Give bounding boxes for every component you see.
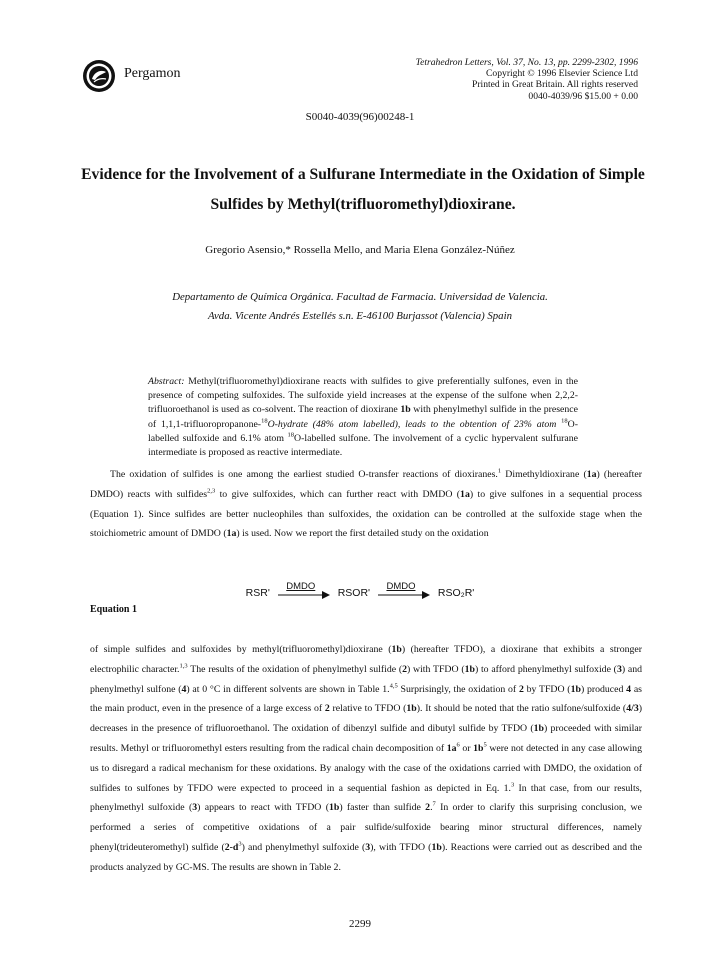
citation-ref: 2,3 xyxy=(207,487,216,495)
body-text: Dimethyldioxirane ( xyxy=(501,469,587,480)
compound-ref: 1b xyxy=(473,742,484,754)
compound-ref: 2 xyxy=(518,683,524,695)
body-text: ) (hereafter DMDO) reacts with sulfides xyxy=(90,469,642,500)
compound-ref: 1b xyxy=(570,683,581,695)
body-text: of simple sulfides and sulfoxides by methyl(trifluoromethyl)dioxirane ( xyxy=(90,644,392,655)
citation-ref: 1,3 xyxy=(179,662,188,670)
body-text: ) proceeded with similar results. Methyl or trifluoromethyl esters resulting from the radical chain decomposition of xyxy=(90,723,642,754)
compound-ref: 1b xyxy=(406,703,417,715)
compound-ref: 1b xyxy=(464,663,475,675)
compound-ref: 3 xyxy=(616,663,622,675)
equation-product: RSO₂R' xyxy=(437,587,475,599)
compound-ref: 2-d xyxy=(224,841,239,853)
abstract xyxy=(148,375,578,460)
compound-ref: 1b xyxy=(431,841,442,853)
reagent-label: DMDO xyxy=(386,581,416,592)
compound-ref: 2 xyxy=(324,703,330,715)
citation-ref: 5 xyxy=(483,741,487,749)
citation-ref: 6 xyxy=(456,741,460,749)
body-text: ) produced xyxy=(580,683,627,695)
body-paragraph-2: of simple sulfides and sulfoxides by methyl(trifluoromethyl)dioxirane (1b) (hereafter TFDO), a dioxirane that exhibits a stronger electrophilic character.$^{1,3}$ The results of the oxidation of phenylmethyl sulfide (2) with TFDO (1b) to afford phenylmethyl sulfoxide (3) and phenylmethyl sulfone (4) at 0 °C in different solvents are shown in Table 1.$^{4,5}$ Surprisingly, the oxidation of 2 by TFDO (1b) produced 4 as the main product, even in the presence of a large excess of 2 relative to TFDO (1b). It should be noted that the ratio sulfone/sulfoxide (4/3) decreases in the presence of trifluoroethanol. The oxidation of dibenzyl sulfide and dibutyl sulfide by TFDO (1b) proceeded with similar results. Methyl or trifluoromethyl esters resulting from the radical chain decomposition of $1a^6$ or $1b^5$ were not detected in any case allowing us to disregard a radical mechanism for these oxidations. By analogy with the case of the oxidations carried with DMDO, the oxidation of sulfides to sulfones by TFDO were expected to proceed in a sequential fashion as depicted in Eq. 1.$^3$ In that case, from our results, phenylmethyl sulfoxide (3) appears to react with TFDO (1b) faster than sulfide 2.$^7$ In order to clarify this surprising conclusion, we performed a series of competitive oxidations of a pair sulfide/sulfoxide bearing minor structural differences, namely phenyl(trideuteromethyl) sulfide $(2-d^3)$ and phenylmethyl sulfoxide (3), with TFDO (1b). Reactions were carried out as described and the products analyzed by GC-MS. The results are shown in Table 2. xyxy=(90,644,643,873)
body-text: The oxidation of sulfides is one among the earliest studied O-transfer reactions of dioxiranes. xyxy=(110,469,498,480)
abstract-text: Methyl(trifluoromethyl)dioxirane reacts with sulfides to give preferentially sulfones, even in the presence of competing sulfoxides. The sulfoxide yield increases at the expense of the sulfone when 2,2,2-trifluoroethanol is used as co-solvent. The reaction of dioxirane xyxy=(148,376,579,416)
body-text: were not detected in any case allowing us to disregard a radical mechanism for these oxidations. By analogy with the case of the oxidations carried with DMDO, the oxidation of sulfides to sulfones by TFDO were expected to proceed in a sequential fashion as depicted in Eq. 1. xyxy=(90,742,642,794)
body-text: In order to clarify this surprising conclusion, we performed a series of competitive oxidations of a pair sulfide/sulfoxide bearing minor structural differences, namely phenyl(trideuteromethyl) sulfide ( xyxy=(90,802,642,853)
citation-ref: 3 xyxy=(510,781,515,789)
author-list: Gregorio Asensio,* Rossella Mello, and Maria Elena González-Núñez xyxy=(205,244,515,256)
copyright-line: Copyright © 1996 Elsevier Science Ltd xyxy=(486,68,638,80)
isotope-superscript: 18 xyxy=(561,417,568,425)
body-text: ) and phenylmethyl sulfone ( xyxy=(90,663,642,695)
body-text: ) appears to react with TFDO ( xyxy=(197,802,329,814)
journal-citation: Tetrahedron Letters, Vol. 37, No. 13, pp. 2299-2302, 1996 xyxy=(415,57,638,68)
affiliation-line-2: Avda. Vicente Andrés Estellés s.n. E-46100 Burjassot (Valencia) Spain xyxy=(208,310,512,322)
body-text: ) (hereafter TFDO), a dioxirane that exhibits a stronger electrophilic character. xyxy=(90,644,642,675)
body-text: The results of the oxidation of phenylmethyl sulfide ( xyxy=(187,663,403,675)
citation-ref: 4,5 xyxy=(389,682,398,690)
publisher-name: Pergamon xyxy=(124,66,181,81)
body-text: ) with TFDO ( xyxy=(407,663,465,675)
equation-intermediate: RSOR' xyxy=(337,587,371,599)
compound-ref: 4/3 xyxy=(626,703,639,715)
body-text: ) faster than sulfide xyxy=(339,802,426,814)
issn-price-line: 0040-4039/96 $15.00 + 0.00 xyxy=(528,90,638,102)
compound-ref: 4 xyxy=(181,683,187,695)
equation-1 xyxy=(0,583,720,603)
reaction-arrow-2 xyxy=(378,583,430,603)
compound-ref: 1b xyxy=(328,802,340,814)
body-text: to give sulfoxides, which can further react with DMDO ( xyxy=(215,488,461,500)
compound-ref: 4 xyxy=(626,683,632,695)
body-text: ) to give sulfones in a sequential process (Equation 1). Since sulfides are better nucleophiles than sulfoxides, the oxidation can be controlled at the sulfoxide stage when the stoichiometric amount of DMDO ( xyxy=(90,488,642,540)
citation-ref: 7 xyxy=(432,801,436,809)
compound-ref: 1a xyxy=(226,528,237,540)
body-text: ). It should be noted that the ratio sulfone/sulfoxide ( xyxy=(416,703,627,715)
compound-ref: 3 xyxy=(192,802,198,814)
body-text: ) and phenylmethyl sulfoxide ( xyxy=(241,841,366,853)
deuterium-superscript: 3 xyxy=(238,840,242,848)
pergamon-logo-icon xyxy=(82,59,116,93)
compound-ref: 2 xyxy=(425,802,431,814)
equation-reactant: RSR' xyxy=(245,587,270,599)
arrow-icon xyxy=(278,591,330,599)
compound-ref: 2 xyxy=(402,663,407,675)
body-text: or xyxy=(459,742,474,754)
compound-ref: 1b xyxy=(533,723,544,735)
compound-ref: 3 xyxy=(365,841,371,853)
body-text: ). Reactions were carried out as described and the products analyzed by GC-MS. The results are shown in Table 2. xyxy=(90,841,642,873)
reaction-arrow-1 xyxy=(278,583,330,603)
isotope-superscript: 18 xyxy=(287,431,295,439)
journal-info xyxy=(416,57,638,102)
page-number: 2299 xyxy=(349,918,371,930)
affiliation-line-1: Departamento de Química Orgánica. Facultad de Farmacia. Universidad de Valencia. xyxy=(172,291,548,303)
body-paragraph-1 xyxy=(90,465,642,544)
abstract-text: with phenylmethyl sulfide in the presence of 1,1,1-trifluoropropanone- xyxy=(148,404,578,430)
body-text: In that case, from our results, phenylmethyl sulfoxide ( xyxy=(90,782,643,814)
body-text: by TFDO ( xyxy=(523,683,571,695)
arrow-icon xyxy=(378,591,430,599)
compound-ref: 1a xyxy=(460,488,470,500)
citation-ref: 1 xyxy=(497,467,502,475)
body-text: Surprisingly, the oxidation of xyxy=(397,683,519,695)
body-text: as the main product, even in the presence of a large excess of xyxy=(90,683,642,715)
body-text: ) decreases in the presence of trifluoroethanol. The oxidation of dibenzyl sulfide and dibutyl sulfide by TFDO ( xyxy=(90,703,642,735)
printed-line: Printed in Great Britain. All rights reserved xyxy=(472,79,638,91)
compound-ref: 1b xyxy=(400,404,411,416)
isotope-superscript: 18 xyxy=(261,417,268,425)
affiliation xyxy=(0,288,720,326)
abstract-text: O-labelled sulfoxide and 6.1% atom xyxy=(148,418,578,444)
compound-ref: 1a xyxy=(446,742,457,754)
body-text: ) is used. Now we report the first detailed study on the oxidation xyxy=(236,528,489,540)
abstract-label: Abstract: xyxy=(148,376,185,387)
compound-ref: 1a xyxy=(586,469,597,480)
abstract-text: O-labelled sulfone. The involvement of a cyclic hypervalent sulfurane intermediate is proposed as reactive intermediate. xyxy=(148,432,578,459)
reagent-label: DMDO xyxy=(286,581,316,592)
body-text: ) at 0 °C in different solvents are shown in Table 1. xyxy=(186,683,390,695)
body-text: ) to afford phenylmethyl sulfoxide ( xyxy=(474,663,617,675)
body-text: relative to TFDO ( xyxy=(329,703,407,715)
abstract-text: O-hydrate (48% atom labelled), leads to the obtention of 23% atom xyxy=(267,418,562,430)
compound-ref: 1b xyxy=(391,644,402,655)
doi-code: S0040-4039(96)00248-1 xyxy=(305,111,415,123)
paper-title: Evidence for the Involvement of a Sulfurane Intermediate in the Oxidation of Simple Sulfides by Methyl(trifluoromethyl)dioxirane. xyxy=(81,166,645,213)
equation-label: Equation 1 xyxy=(90,604,137,615)
body-text: ), with TFDO ( xyxy=(370,841,432,853)
